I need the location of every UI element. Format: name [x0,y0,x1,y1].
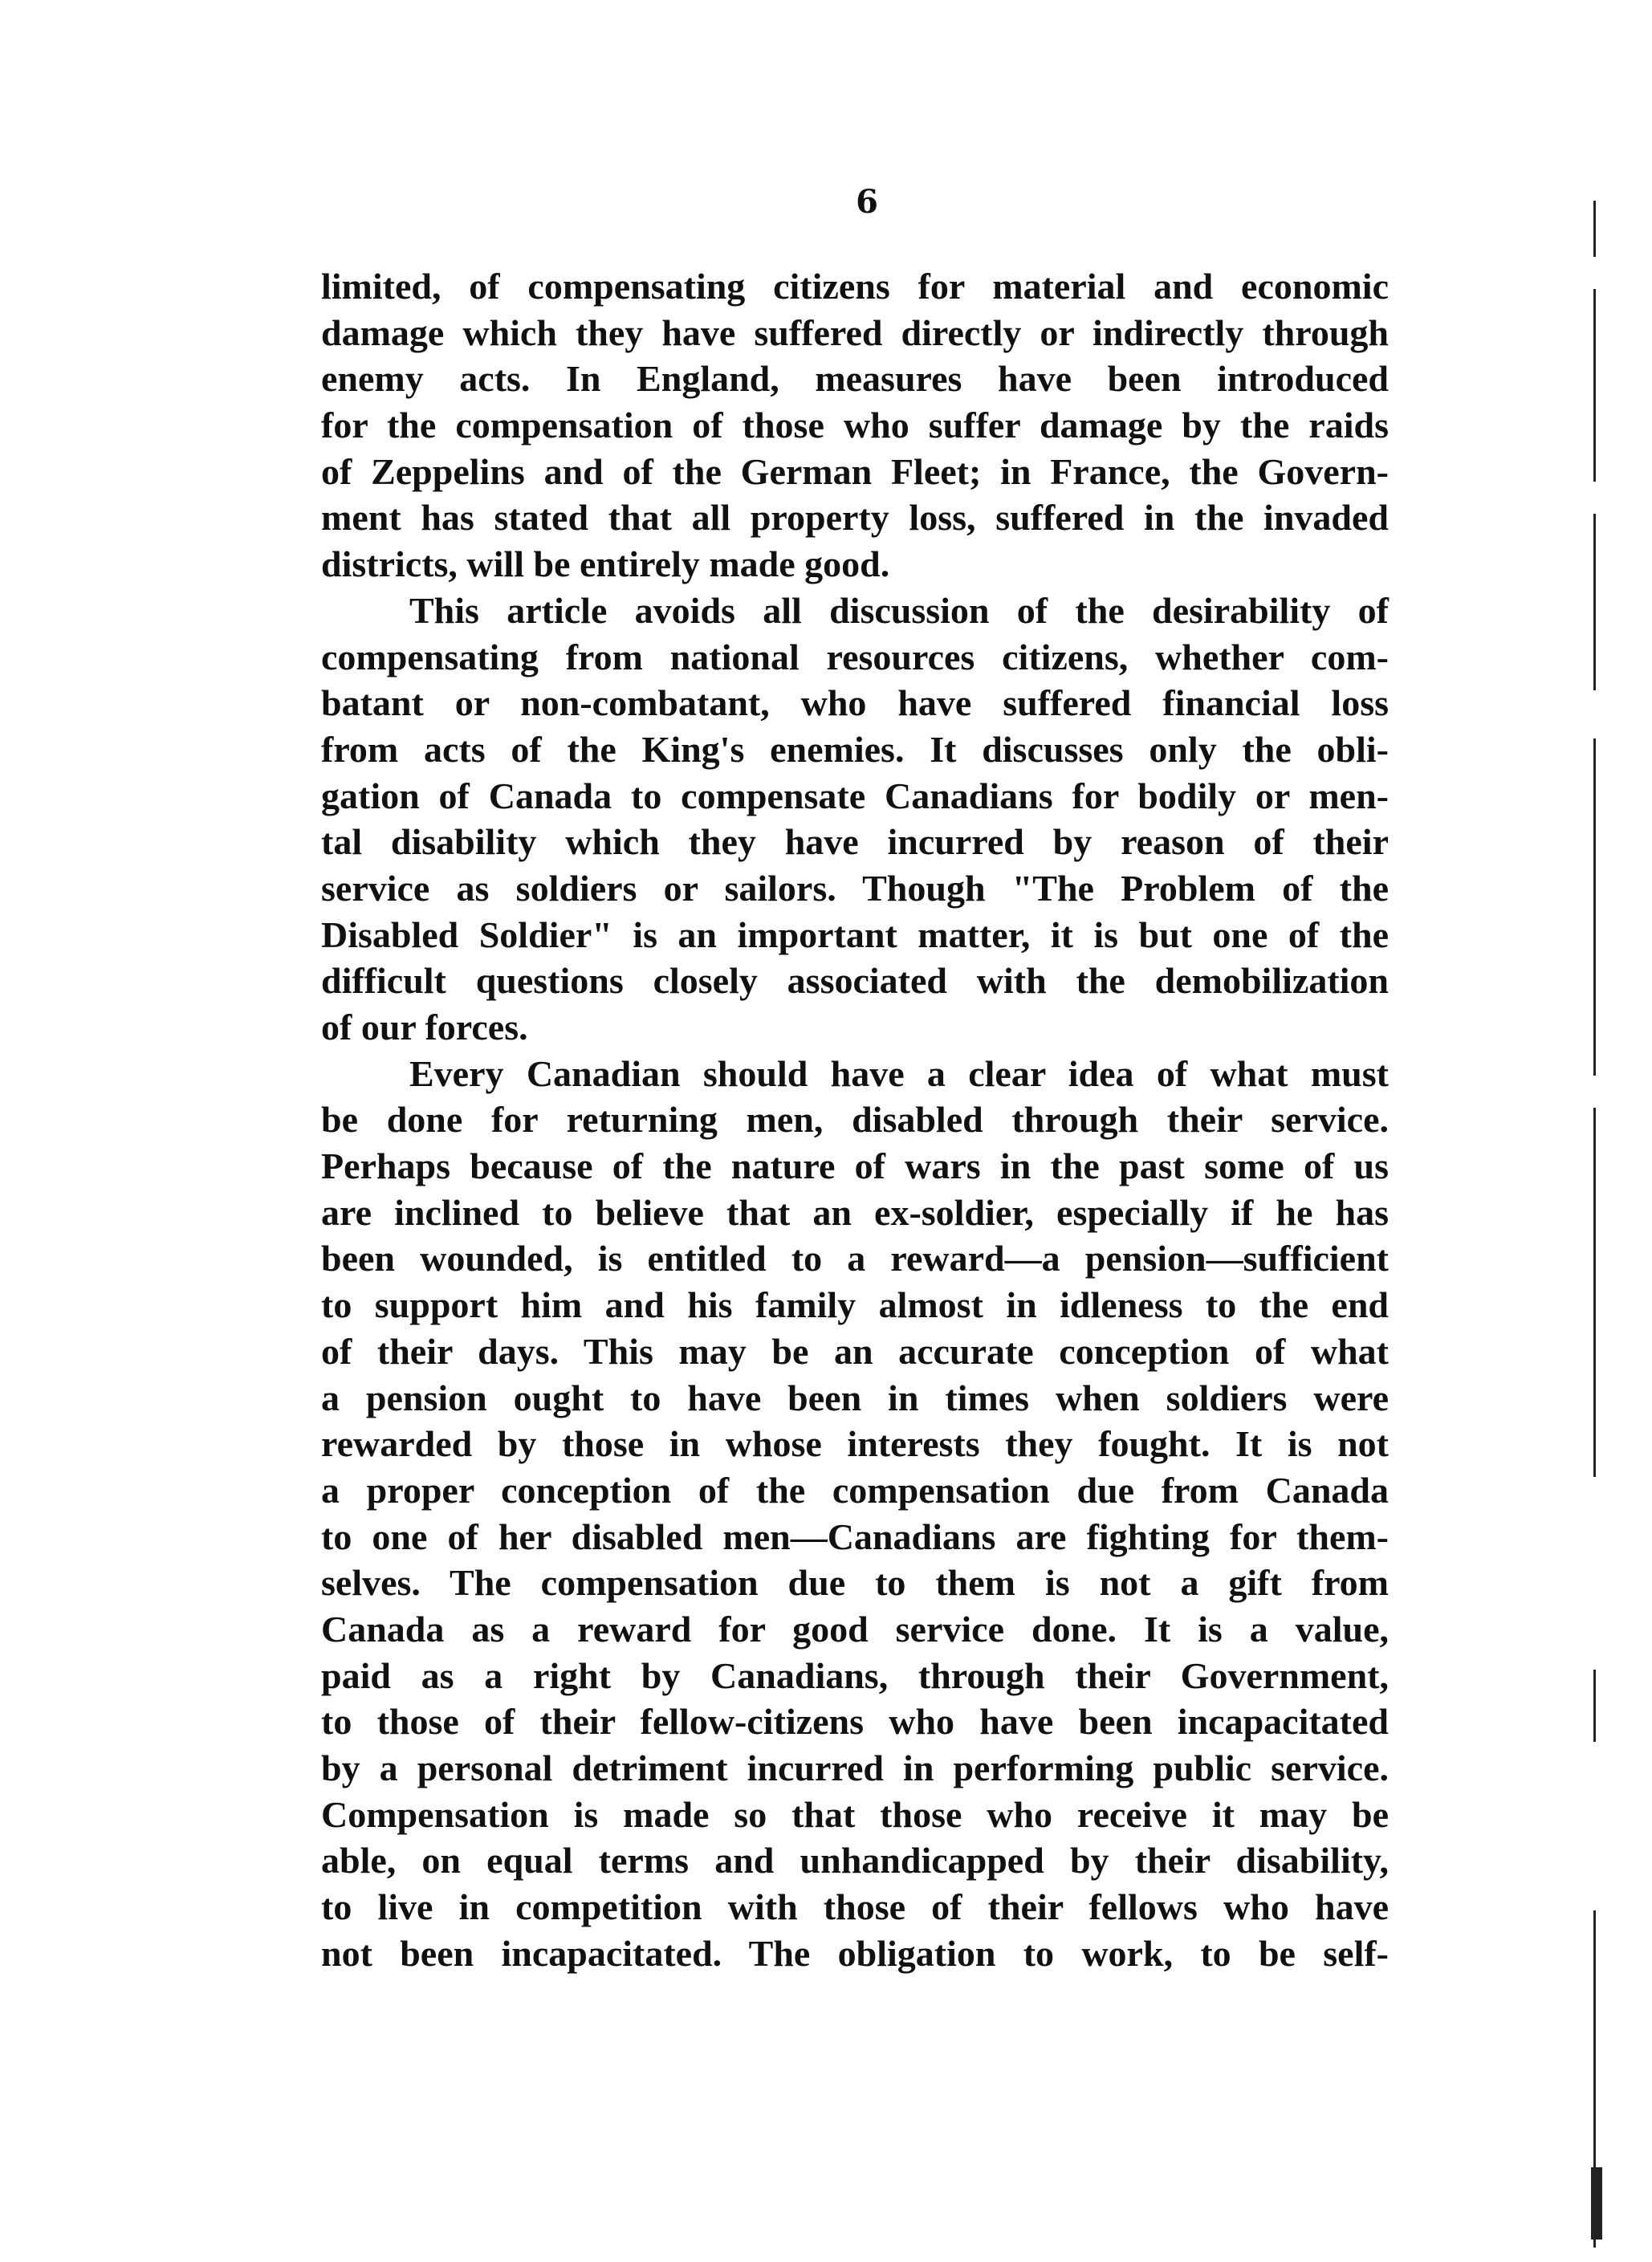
text-line: be done for returning men, disabled through their service. [321,1099,1389,1141]
text-line: to those of their fellow-citizens who have been incapacitated [321,1701,1389,1743]
scan-edge-artifact [1593,514,1596,690]
text-line: Compensation is made so that those who receive it may be [321,1793,1389,1835]
text-line: able, on equal terms and unhandicapped by their disability, [321,1840,1389,1882]
text-line: to live in competition with those of their fellows who have [321,1886,1389,1928]
text-line: are inclined to believe that an ex-soldier, especially if he has [321,1191,1389,1233]
text-line: by a personal detriment incurred in performing public service. [321,1747,1389,1788]
text-line: compensating from national resources citizens, whether com- [321,636,1389,677]
scan-edge-artifact [1593,738,1596,1076]
scan-edge-artifact [1593,1670,1596,1742]
text-line: ment has stated that all property loss, suffered in the invaded [321,497,1389,539]
text-line: a proper conception of the compensation due from Canada [321,1469,1389,1511]
scan-edge-artifact [1593,1108,1596,1477]
text-line: limited, of compensating citizens for material and economic [321,266,1389,307]
text-line: of their days. This may be an accurate conception of what [321,1330,1389,1372]
paragraph [321,263,1389,588]
paragraph [321,1051,1389,1977]
text-line: for the compensation of those who suffer damage by the raids [321,405,1389,446]
text-line: Disabled Soldier" is an important matter, it is but one of the [321,913,1389,955]
text-line: Canada as a reward for good service done. It is a value, [321,1608,1389,1650]
text-line: batant or non-combatant, who have suffered financial loss [321,682,1389,724]
text-line: selves. The compensation due to them is not a gift from [321,1562,1389,1604]
text-line: to one of her disabled men—Canadians are fighting for them- [321,1515,1389,1557]
text-line: service as soldiers or sailors. Though "The Problem of the [321,867,1389,909]
text-line: enemy acts. In England, measures have been introduced [321,358,1389,400]
text-line: been wounded, is entitled to a reward—a pension—sufficient [321,1238,1389,1279]
text-line: tal disability which they have incurred by reason of their [321,821,1389,863]
text-line: of Zeppelins and of the German Fleet; in France, the Govern- [321,450,1389,492]
body-text [321,263,1389,1976]
text-line: damage which they have suffered directly or indirectly through [321,311,1389,353]
text-line: paid as a right by Canadians, through their Government, [321,1654,1389,1696]
text-line: rewarded by those in whose interests they fought. It is not [321,1423,1389,1465]
text-line: not been incapacitated. The obligation to work, to be self- [321,1932,1389,1974]
scan-edge-artifact [1591,2167,1602,2240]
text-line: Perhaps because of the nature of wars in the past some of us [321,1145,1389,1187]
page-number: 6 [856,183,878,221]
text-line: districts, will be entirely made good. [321,543,890,585]
scan-edge-artifact [1593,201,1596,257]
text-line: This article avoids all discussion of the desirability of [409,589,1389,631]
text-line: gation of Canada to compensate Canadians for bodily or men- [321,775,1389,816]
text-line: from acts of the King's enemies. It discusses only the obli- [321,728,1389,770]
text-line: of our forces. [321,1007,528,1048]
text-line: to support him and his family almost in idleness to the end [321,1284,1389,1326]
text-line: a pension ought to have been in times when soldiers were [321,1377,1389,1418]
text-line: Every Canadian should have a clear idea of what must [409,1052,1389,1094]
paragraph [321,588,1389,1051]
scan-edge-artifact [1593,289,1596,482]
text-line: difficult questions closely associated with the demobilization [321,960,1389,1002]
